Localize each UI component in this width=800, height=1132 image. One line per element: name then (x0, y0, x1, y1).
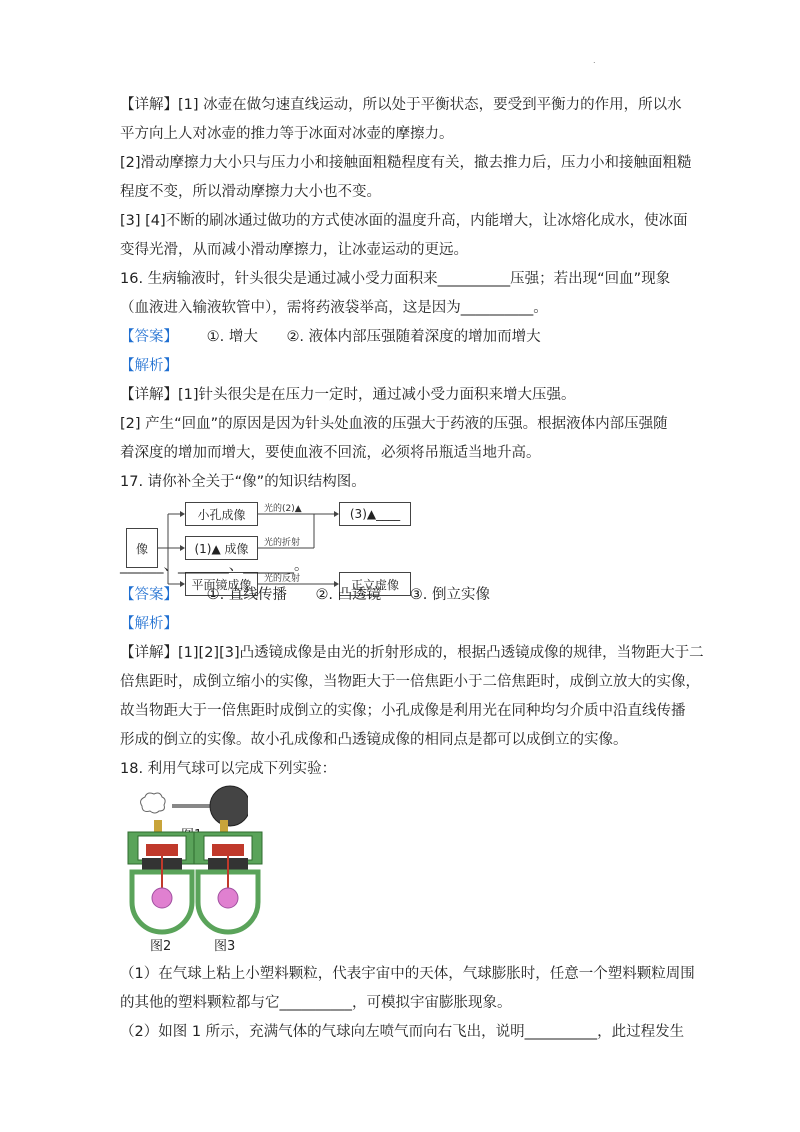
text-line: （血液进入输液软管中），需将药液袋举高，这是因为__________。 (120, 300, 548, 316)
figure-2-caption: 图2 (150, 939, 172, 954)
text-line: 的其他的塑料颗粒都与它__________，可模拟宇宙膨胀现象。 (120, 995, 512, 1011)
answer-item: ③. 倒立实像 (409, 587, 490, 603)
diagram-label-light-2: 光的(2)▲ (264, 504, 302, 514)
diagram-root: 像 (126, 528, 158, 568)
text-line: [2] 产生“回血”的原因是因为针头处血液的压强大于药液的压强。根据液体内部压强随 (120, 416, 668, 432)
jiexi-label: 【解析】 (120, 358, 178, 374)
answer-item: ①. 直线传播 (206, 587, 287, 603)
text-line: 【详解】[1][2][3]凸透镜成像是由光的折射形成的，根据凸透镜成像的规律，当物距大于二 (120, 645, 704, 661)
text-line: 变得光滑，从而减小滑动摩擦力，让冰壶运动的更远。 (120, 242, 468, 258)
figure-3-engine (192, 818, 264, 938)
diagram-box-lens: (1)▲ 成像 (185, 536, 258, 560)
diagram-box-mirror: 平面镜成像 (185, 572, 258, 596)
text-line: 平方向上人对冰壶的推力等于冰面对冰壶的摩擦力。 (120, 126, 454, 142)
diagram-label-reflection: 光的反射 (264, 574, 301, 584)
figure-3-caption: 图3 (214, 939, 236, 954)
diagram-label-refraction: 光的折射 (264, 538, 301, 548)
answer-16 (120, 327, 541, 347)
question-18: 18. 利用气球可以完成下列实验： (120, 761, 337, 777)
question-16: 16. 生病输液时，针头很尖是通过减小受力面积来__________压强；若出现“回血”现象 (120, 271, 671, 287)
text-line: （2）如图 1 所示，充满气体的气球向左喷气而向右飞出，说明__________，此过程发生 (120, 1024, 685, 1040)
answer-item: ②. 液体内部压强随着深度的增加而增大 (286, 329, 541, 345)
text-line: 形成的倒立的实像。故小孔成像和凸透镜成像的相同点是都可以成倒立的实像。 (120, 732, 628, 748)
knowledge-diagram (124, 500, 424, 596)
diagram-box-result-3: (3)▲____ (339, 502, 411, 526)
text-line: 倍焦距时，成倒立缩小的实像，当物距大于一倍焦距小于二倍焦距时，成倒立放大的实像， (120, 674, 700, 690)
q17-blanks: ______、_______、_______。 (120, 558, 309, 574)
header-dot: . (593, 56, 596, 65)
text-line: 【详解】[1]针头很尖是在压力一定时，通过减小受力面积来增大压强。 (120, 387, 576, 403)
text-line: 故当物距大于一倍焦距时成倒立的实像；小孔成像是利用光在同种均匀介质中沿直线传播 (120, 703, 686, 719)
text-line: 着深度的增加而增大，要使血液不回流，必须将吊瓶适当地升高。 (120, 445, 541, 461)
question-17: 17. 请你补全关于“像”的知识结构图。 (120, 474, 366, 490)
text-line: [3] [4]不断的刷冰通过做功的方式使冰面的温度升高，内能增大，让冰熔化成水，使冰面 (120, 213, 688, 229)
answer-item: ①. 增大 (206, 329, 258, 345)
text-line: [2]滑动摩擦力大小只与压力小和接触面粗糙程度有关，撤去推力后，压力小和接触面粗糙 (120, 155, 692, 171)
answer-label: 【答案】 (120, 587, 178, 603)
text-line: 【详解】[1] 冰壶在做匀速直线运动，所以处于平衡状态，要受到平衡力的作用，所以水 (120, 97, 682, 113)
text-line: （1）在气球上粘上小塑料颗粒，代表宇宙中的天体，气球膨胀时，任意一个塑料颗粒周围 (120, 966, 695, 982)
answer-label: 【答案】 (120, 329, 178, 345)
diagram-box-virtual-image: 正立虚像 (339, 572, 411, 596)
diagram-box-pinhole: 小孔成像 (185, 502, 258, 526)
figure-2-engine (126, 818, 198, 938)
answer-item: ②. 凸透镜 (315, 587, 382, 603)
text-line: 程度不变，所以滑动摩擦力大小也不变。 (120, 184, 381, 200)
engine-illustration (126, 818, 198, 938)
engine-illustration (192, 818, 264, 938)
answer-17 (120, 585, 490, 605)
jiexi-label: 【解析】 (120, 616, 178, 632)
